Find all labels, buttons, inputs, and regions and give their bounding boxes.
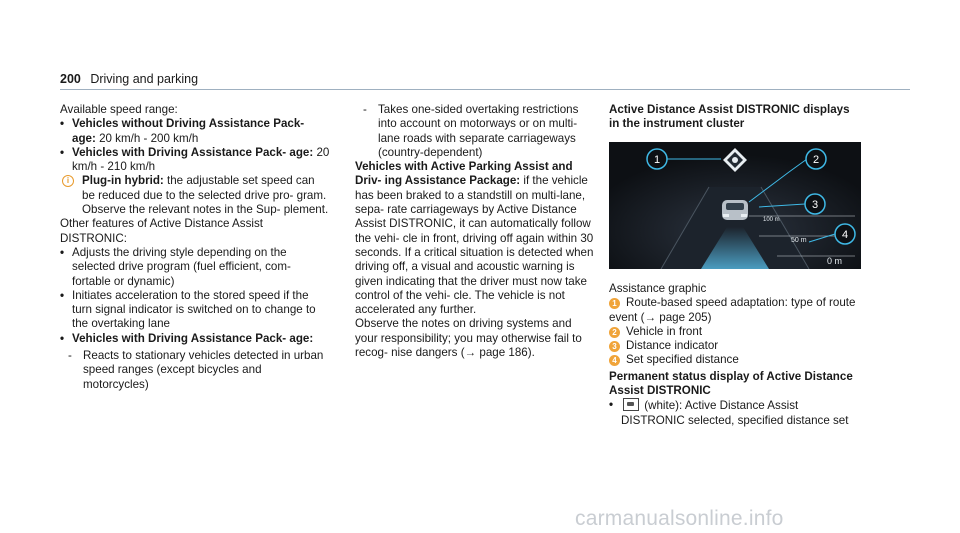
header-rule — [60, 89, 910, 90]
svg-text:2: 2 — [812, 154, 820, 166]
list-item — [60, 146, 330, 175]
cluster-display — [609, 142, 861, 269]
list-item — [60, 117, 330, 146]
svg-text:1: 1 — [653, 154, 661, 166]
paragraph-text: if the vehicle has been braked to a standstill on multi-lane, sepa‐ rate carriageways by Active Distance Assist DISTRONIC, it can automatically follow the vehi‐ cle in front, driving off again within 30 seconds. If a critical situation is detected when driving off, a visual and acoustic warning is given indicating that the driver must now take control of the vehi‐ cle. The vehicle is not accelerated any further. — [355, 174, 594, 317]
legend-item — [609, 339, 859, 353]
legend-number: 4 — [609, 355, 620, 366]
column-2 — [355, 103, 595, 360]
callout-4 — [835, 224, 855, 244]
speed-range-intro: Available speed range: — [60, 103, 178, 116]
graphic-legend — [609, 282, 859, 428]
note-plugin-hybrid — [60, 174, 330, 217]
column-1 — [60, 103, 330, 392]
distance-label: 0 m — [827, 256, 843, 266]
graphic-caption: Assistance graphic — [609, 282, 707, 295]
callout-3 — [805, 194, 825, 214]
legend-item — [609, 353, 859, 367]
list-item: • Vehicles with Driving Assistance Pack‐ age: — [60, 332, 330, 346]
item-value: 20 km/h - 210 km/h — [72, 145, 330, 174]
list-item — [609, 398, 859, 428]
legend-text: Set specified distance — [626, 353, 739, 367]
item-value: 20 km/h - 200 km/h — [95, 131, 199, 145]
list-item-text: (white): Active Distance Assist DISTRONIC selected, specified distance set — [621, 399, 849, 427]
note-text: the adjustable set speed can be reduced due to the selected drive pro‐ gram. Observe the relevant notes in the Sup‐ plement. — [82, 174, 329, 217]
legend-number: 2 — [609, 327, 620, 338]
item-label: Vehicles without Driving Assistance Pack‐ age: — [72, 117, 305, 145]
item-label: Vehicles with Driving Assistance Pack‐ age: — [72, 145, 314, 159]
page-header — [60, 72, 198, 86]
legend-item — [609, 296, 859, 325]
observe-notes-paragraph: Observe the notes on driving systems and your responsibility; you may otherwise fail to recog‐ nise dangers (→ page 186). — [355, 317, 582, 360]
page-number: 200 — [60, 72, 81, 86]
legend-number: 1 — [609, 298, 620, 309]
paragraph-label: Vehicles with Active Parking Assist and Driv‐ ing Assistance Package: — [355, 160, 573, 188]
list-item: • Initiates acceleration to the stored speed if the turn signal indicator is switched on to change to the overtaking lane — [60, 289, 330, 332]
legend-item — [609, 325, 859, 339]
column-3 — [609, 103, 859, 132]
other-features-intro: Other features of Active Distance Assist DISTRONIC: — [60, 217, 263, 245]
distance-label: 100 m — [763, 217, 780, 223]
section-heading: Active Distance Assist DISTRONIC displays in the instrument cluster — [609, 103, 850, 131]
svg-text:4: 4 — [841, 229, 849, 241]
note-label: Plug-in hybrid: — [82, 174, 164, 188]
sub-item: - Reacts to stationary vehicles detected in urban speed ranges (except bicycles and motorcycles) — [60, 349, 330, 392]
legend-text: Distance indicator — [626, 339, 719, 353]
info-icon: i — [62, 175, 74, 187]
watermark: carmanualsonline.info — [575, 507, 784, 530]
callout-2 — [806, 149, 826, 169]
sub-item: - Takes one-sided overtaking restrictions into account on motorways or on multi‐ lane roads with separate carriageways (country-dependent) — [355, 103, 595, 160]
list-item: • Adjusts the driving style depending on the selected drive program (fuel efficient, com‐ fortable or dynamic) — [60, 246, 330, 289]
legend-text: Route-based speed adaptation: type of route event (→ page 205) — [609, 296, 856, 324]
section-title: Driving and parking — [90, 72, 199, 86]
parking-assist-paragraph — [355, 160, 595, 317]
legend-number: 3 — [609, 341, 620, 352]
svg-text:3: 3 — [811, 199, 819, 211]
legend-text: Vehicle in front — [626, 324, 703, 338]
callout-1 — [647, 149, 667, 169]
vehicle-in-front — [722, 200, 748, 220]
distance-label: 50 m — [791, 237, 807, 244]
distronic-symbol-icon — [623, 398, 639, 411]
assistance-graphic — [609, 142, 861, 269]
permanent-status-heading: Permanent status display of Active Distance Assist DISTRONIC — [609, 369, 853, 398]
